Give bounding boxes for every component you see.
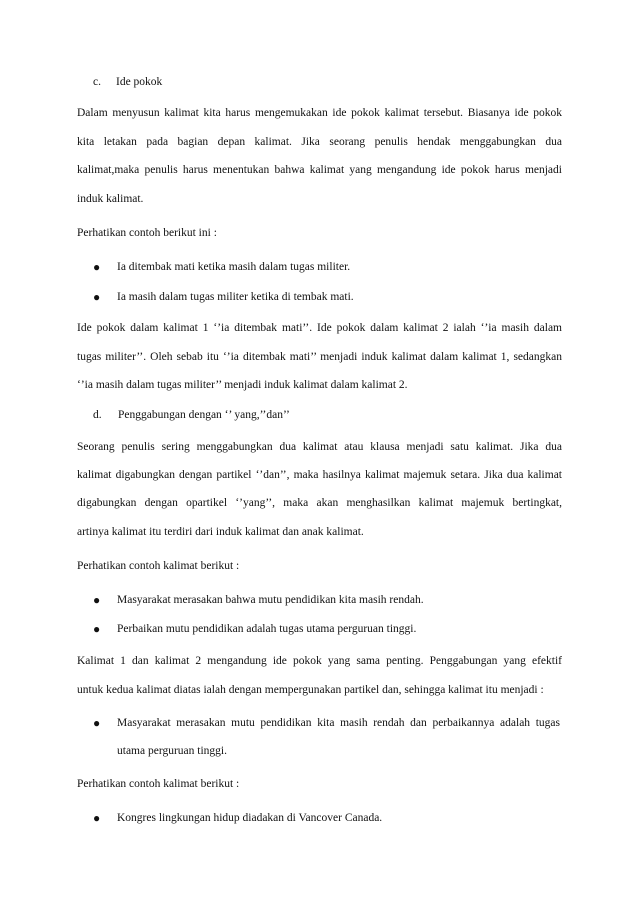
paragraph-line: Dalam menyusun kalimat kita harus mengemukakan ide pokok kalimat tersebut. Biasanya ide pokok: [77, 107, 562, 119]
bullet-icon: ●: [93, 622, 101, 636]
paragraph-line: digabungkan dengan opartikel ‘’yang’’, maka akan menghasilkan kalimat majemuk bertingkat,: [77, 497, 562, 509]
paragraph-line: kita letakan pada bagian depan kalimat. Jika seorang penulis hendak menggabungkan dua: [77, 136, 562, 148]
paragraph-line: kalimat digabungkan dengan partikel ‘’dan’’, maka hasilnya kalimat majemuk setara. Jika dua kalimat: [77, 469, 562, 481]
paragraph-line: kalimat,maka penulis harus menentukan bahwa kalimat yang mengandung ide pokok harus menjadi: [77, 164, 562, 176]
paragraph-line: induk kalimat.: [77, 193, 144, 205]
list-item: Ia ditembak mati ketika masih dalam tugas militer.: [117, 261, 351, 273]
paragraph-line: untuk kedua kalimat diatas ialah dengan mempergunakan partikel dan, sehingga kalimat itu menjadi :: [77, 684, 544, 696]
bullet-icon: ●: [93, 811, 101, 825]
section-c-marker: c.: [93, 76, 101, 88]
bullet-icon: ●: [93, 290, 101, 304]
paragraph-line: tugas militer’’. Oleh sebab itu ‘’ia ditembak mati’’ menjadi induk kalimat dalam kalimat 1, sedangkan: [77, 351, 562, 363]
section-c-title: Ide pokok: [116, 76, 163, 88]
intro-line: Perhatikan contoh kalimat berikut :: [77, 560, 240, 572]
bullet-icon: ●: [93, 260, 101, 274]
intro-line: Perhatikan contoh kalimat berikut :: [77, 778, 240, 790]
list-item: Masyarakat merasakan mutu pendidikan kita masih rendah dan perbaikannya adalah tugas: [117, 717, 560, 729]
paragraph-line: Seorang penulis sering menggabungkan dua kalimat atau klausa menjadi satu kalimat. Jika dua: [77, 441, 562, 453]
bullet-icon: ●: [93, 716, 101, 730]
paragraph-line: artinya kalimat itu terdiri dari induk kalimat dan anak kalimat.: [77, 526, 364, 538]
section-d-marker: d.: [93, 409, 102, 421]
list-item: Perbaikan mutu pendidikan adalah tugas utama perguruan tinggi.: [117, 623, 417, 635]
paragraph-line: Kalimat 1 dan kalimat 2 mengandung ide pokok yang sama penting. Penggabungan yang efektif: [77, 655, 562, 667]
section-d-title: Penggabungan dengan ‘’ yang,’’dan’’: [118, 409, 290, 421]
bullet-icon: ●: [93, 593, 101, 607]
list-item: Kongres lingkungan hidup diadakan di Vancover Canada.: [117, 812, 383, 824]
paragraph-line: ‘’ia masih dalam tugas militer’’ menjadi induk kalimat dalam kalimat 2.: [77, 379, 408, 391]
intro-line: Perhatikan contoh berikut ini :: [77, 227, 217, 239]
list-item: Masyarakat merasakan bahwa mutu pendidikan kita masih rendah.: [117, 594, 424, 606]
paragraph-line: Ide pokok dalam kalimat 1 ‘’ia ditembak mati’’. Ide pokok dalam kalimat 2 ialah ‘’ia masih dalam: [77, 322, 562, 334]
list-item-continuation: utama perguruan tinggi.: [117, 745, 227, 757]
list-item: Ia masih dalam tugas militer ketika di tembak mati.: [117, 291, 354, 303]
